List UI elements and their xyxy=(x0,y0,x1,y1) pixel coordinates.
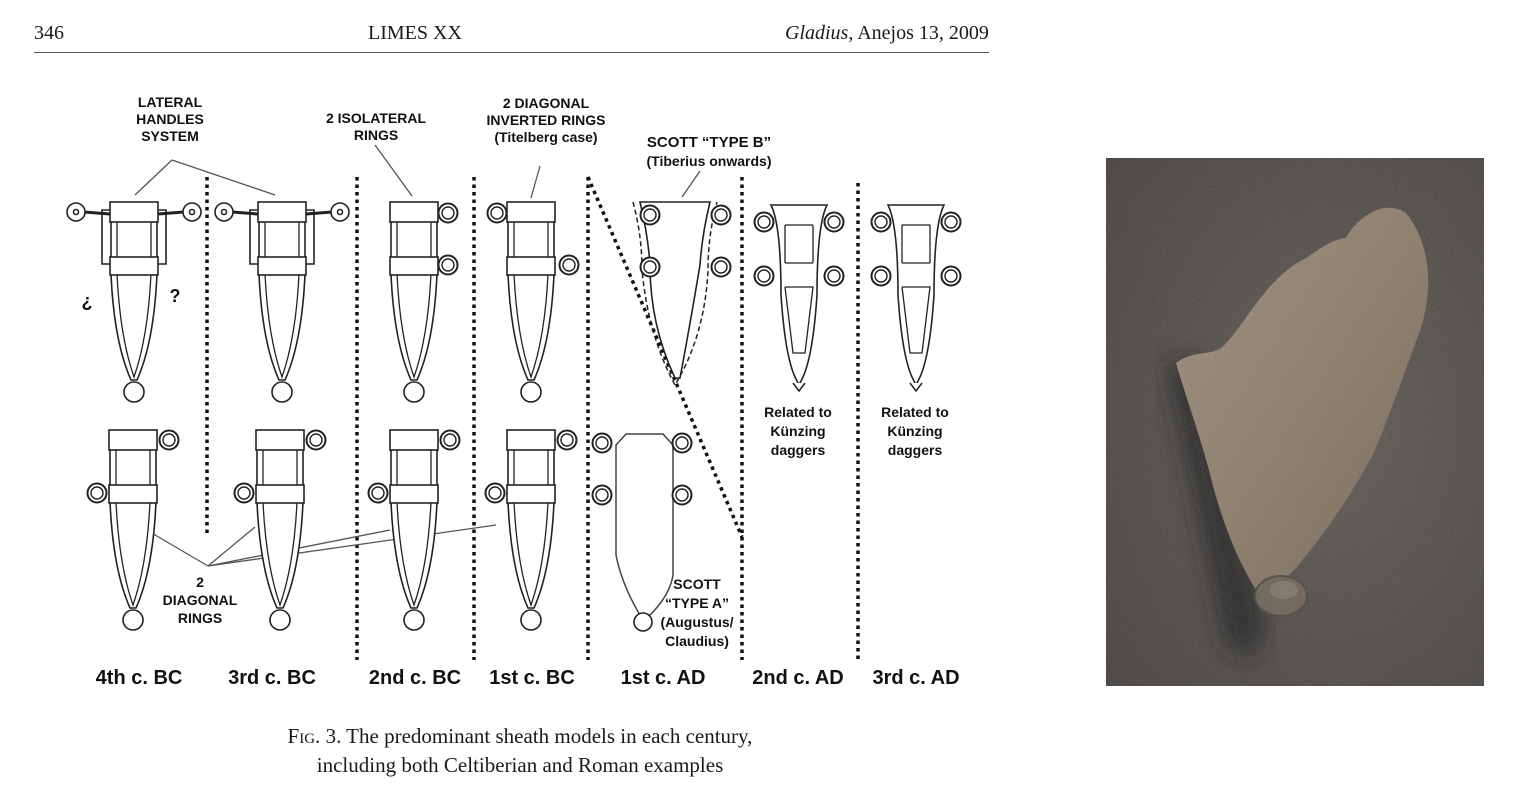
ring-icon xyxy=(641,206,660,225)
ring-icon xyxy=(307,431,326,450)
ring-icon xyxy=(942,213,961,232)
ring-icon xyxy=(825,213,844,232)
ring-icon xyxy=(755,213,774,232)
label-diagonal-inverted-rings: 2 DIAGONAL INVERTED RINGS (Titelberg case) xyxy=(486,95,606,145)
ring-icon xyxy=(558,431,577,450)
page-number: 346 xyxy=(34,22,64,44)
century-label: 1st c. AD xyxy=(620,667,706,689)
ring-icon xyxy=(235,484,254,503)
ring-icon xyxy=(488,204,507,223)
label-scott-type-a: SCOTT “TYPE A” (Augustus/ Claudius) xyxy=(660,576,734,649)
ring-icon xyxy=(439,256,458,275)
label-isolateral-rings: 2 ISOLATERAL RINGS xyxy=(325,110,427,143)
ring-icon xyxy=(825,267,844,286)
ring-icon xyxy=(441,431,460,450)
sheath-kunzing-type xyxy=(872,205,961,391)
sheath-kunzing-type xyxy=(755,205,844,391)
sheath-lateral-handles xyxy=(215,202,349,402)
ring-icon xyxy=(88,484,107,503)
caption-fig-number: 3. xyxy=(320,724,342,748)
label-scott-type-b: SCOTT “TYPE B” (Tiberius onwards) xyxy=(646,134,772,169)
journal-reference xyxy=(785,22,989,45)
caption-line-2: including both Celtiberian and Roman examples xyxy=(316,753,724,777)
ring-icon xyxy=(593,434,612,453)
photo-grain xyxy=(1106,158,1484,686)
century-label: 1st c. BC xyxy=(489,667,575,689)
photo-image xyxy=(1106,158,1484,686)
sheath-typology-figure xyxy=(50,85,1000,695)
ring-icon xyxy=(755,267,774,286)
label-kunzing-2nd: Related to Künzing daggers xyxy=(764,404,832,458)
label-diagonal-rings: 2 DIAGONAL RINGS xyxy=(162,574,238,626)
caption-fig-label: Fig. xyxy=(287,724,321,748)
century-label: 3rd c. BC xyxy=(228,667,316,689)
ring-icon xyxy=(673,434,692,453)
century-label: 2nd c. AD xyxy=(752,667,844,689)
ring-icon xyxy=(942,267,961,286)
journal-name: Gladius xyxy=(785,22,849,44)
sheath-diagonal-inverted xyxy=(488,202,579,402)
ring-icon xyxy=(872,213,891,232)
ring-icon xyxy=(712,258,731,277)
sheath-diagonal-rings xyxy=(369,430,460,630)
sheath-scott-type-b xyxy=(633,202,731,385)
header-rule xyxy=(34,52,989,53)
ring-icon xyxy=(673,486,692,505)
ring-icon xyxy=(872,267,891,286)
century-label: 4th c. BC xyxy=(95,667,183,689)
label-kunzing-3rd: Related to Künzing daggers xyxy=(881,404,949,458)
journal-issue: , Anejos 13, 2009 xyxy=(848,22,989,44)
ring-icon xyxy=(486,484,505,503)
caption-line-1 xyxy=(240,722,800,751)
label-question-close: ? xyxy=(169,286,181,306)
ring-icon xyxy=(641,258,660,277)
century-label: 2nd c. BC xyxy=(368,667,462,689)
caption-text-1: The predominant sheath models in each century, xyxy=(341,724,753,748)
sheath-diagonal-rings xyxy=(235,430,326,630)
sheath-diagonal-rings xyxy=(486,430,577,630)
sheath-isolateral-rings xyxy=(390,202,458,402)
century-label: 3rd c. AD xyxy=(872,667,960,689)
sheath-chape-photograph xyxy=(1106,158,1484,686)
ring-icon xyxy=(560,256,579,275)
ring-icon xyxy=(160,431,179,450)
ring-icon xyxy=(369,484,388,503)
ring-icon xyxy=(439,204,458,223)
ring-icon xyxy=(712,206,731,225)
label-question-open: ¿ xyxy=(81,291,93,311)
figure-caption xyxy=(240,722,800,780)
ring-icon xyxy=(593,486,612,505)
label-lateral-handles: LATERAL HANDLES SYSTEM xyxy=(136,94,204,144)
running-title: LIMES XX xyxy=(368,22,462,44)
